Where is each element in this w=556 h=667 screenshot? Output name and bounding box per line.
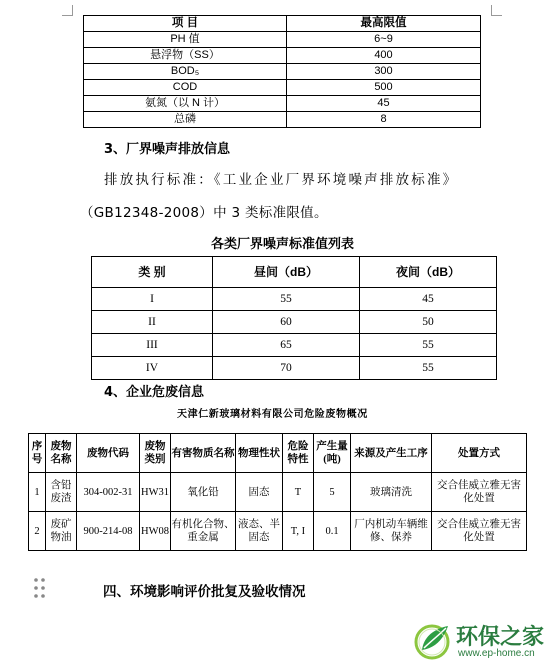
table-cell: 含铅废渣 [46,473,77,512]
table-cell: 70 [213,357,360,380]
table-cell: HW08 [140,512,171,551]
hazardous-waste-table [28,433,527,551]
table-cell: 8 [287,112,481,128]
noise-standard-paragraph-line2: （GB12348-2008）中 3 类标准限值。 [80,205,328,221]
table-cell: COD [84,80,287,96]
section-heading-hazardous-waste: 4、企业危废信息 [104,385,205,400]
table-cell: T [283,473,314,512]
page-corner-mark-left [62,5,73,16]
table-cell: 45 [287,96,481,112]
table-row [92,334,497,357]
table-row [84,32,481,48]
table-header: 产生量(吨) [314,434,351,473]
noise-table-title: 各类厂界噪声标准值列表 [211,237,355,252]
table-header: 物理性状 [236,434,283,473]
table-cell: HW31 [140,473,171,512]
table-cell: 交合佳威立雅无害化处置 [432,473,527,512]
table-cell: 6~9 [287,32,481,48]
table-header: 废物名称 [46,434,77,473]
section-heading-noise: 3、厂界噪声排放信息 [104,142,231,157]
table-header: 夜间（dB） [360,257,497,288]
table-row [92,357,497,380]
table-row [29,473,527,512]
table-cell: 304-002-31 [77,473,140,512]
table-cell: 5 [314,473,351,512]
table-cell: 0.1 [314,512,351,551]
table-cell: PH 值 [84,32,287,48]
table-header: 来源及产生工序 [351,434,432,473]
drag-handle-icon[interactable] [33,577,47,599]
table-cell: 500 [287,80,481,96]
table-row [84,48,481,64]
noise-standard-paragraph-line1: 排放执行标准：《工业企业厂界环境噪声排放标准》 [104,172,459,188]
watermark-logo [412,618,552,664]
pollutant-limit-table [83,15,481,128]
table-cell: 废矿物油 [46,512,77,551]
table-header: 类 别 [92,257,213,288]
leaf-logo-icon [412,620,452,660]
table-header: 昼间（dB） [213,257,360,288]
table-row [84,96,481,112]
page-corner-mark-right [491,5,502,16]
table-cell: 氨氮（以 N 计） [84,96,287,112]
table-cell: 氧化铅 [171,473,236,512]
table-cell: II [92,311,213,334]
table-row [92,311,497,334]
table-cell: 有机化合物、重金属 [171,512,236,551]
table-cell: 50 [360,311,497,334]
table-header: 危险特性 [283,434,314,473]
table-cell: I [92,288,213,311]
table-cell: 1 [29,473,46,512]
table-cell: 厂内机动车辆维修、保养 [351,512,432,551]
table-cell: 悬浮物（SS） [84,48,287,64]
watermark-url: www.ep-home.cn [458,648,535,659]
section-heading-eia-approval: 四、环境影响评价批复及验收情况 [103,584,306,600]
table-cell: 55 [360,357,497,380]
table-header: 废物代码 [77,434,140,473]
table-cell: IV [92,357,213,380]
watermark-name: 环保之家 [456,625,545,650]
table-header: 处置方式 [432,434,527,473]
table-row [84,80,481,96]
table-header: 废物类别 [140,434,171,473]
table-cell: 55 [213,288,360,311]
table-cell: 45 [360,288,497,311]
table-cell: 400 [287,48,481,64]
table-cell: 玻璃清洗 [351,473,432,512]
hazardous-waste-subtitle: 天津仁新玻璃材料有限公司危险废物概况 [177,409,368,420]
table-cell: 900-214-08 [77,512,140,551]
table-cell: 65 [213,334,360,357]
table-cell: BOD₅ [84,64,287,80]
table-cell: 总磷 [84,112,287,128]
table-cell: 液态、半固态 [236,512,283,551]
table-cell: T, I [283,512,314,551]
table-cell: 55 [360,334,497,357]
table-row [84,112,481,128]
table-cell: 交合佳威立雅无害化处置 [432,512,527,551]
table-header: 序号 [29,434,46,473]
table-header: 项 目 [84,16,287,32]
table-row [29,512,527,551]
table-row [84,64,481,80]
table-row [92,288,497,311]
table-header: 有害物质名称 [171,434,236,473]
noise-standard-table [91,256,497,380]
table-cell: III [92,334,213,357]
table-cell: 60 [213,311,360,334]
table-header: 最高限值 [287,16,481,32]
table-cell: 300 [287,64,481,80]
table-cell: 2 [29,512,46,551]
table-cell: 固态 [236,473,283,512]
